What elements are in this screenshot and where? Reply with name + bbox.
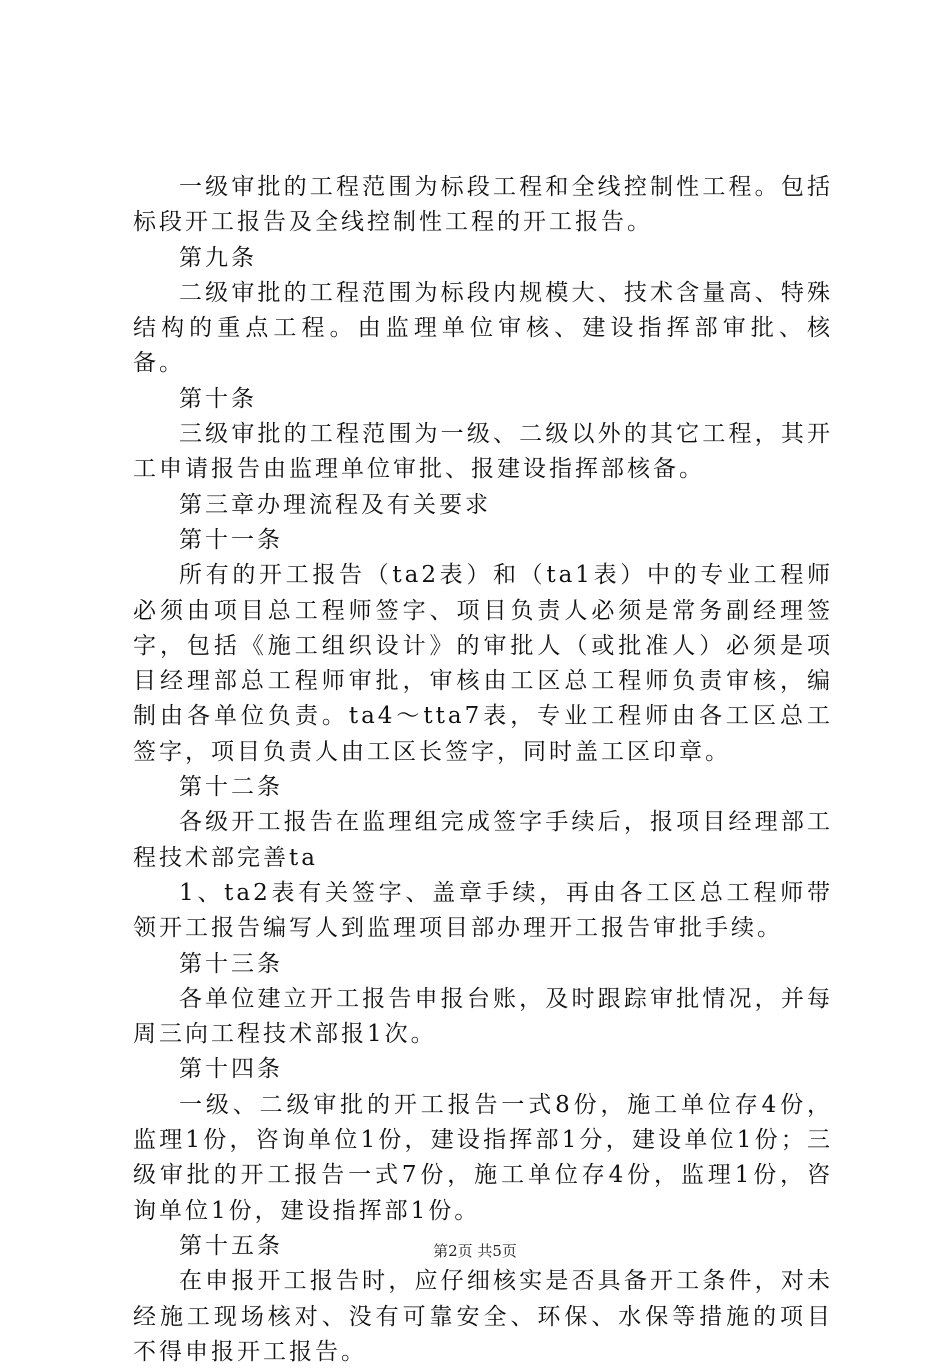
article-heading-9: 第九条 bbox=[179, 244, 257, 271]
paragraph-scope-level-1: 一级审批的工程范围为标段工程和全线控制性工程。包括标段开工报告及全线控制性工程的开工报告。 bbox=[133, 174, 833, 236]
paragraph-scope-level-2: 二级审批的工程范围为标段内规模大、技术含量高、特殊结构的重点工程。由监理单位审核、建设指挥部审批、核备。 bbox=[133, 279, 833, 377]
paragraph-copies: 一级、二级审批的开工报告一式8份，施工单位存4份，监理1份，咨询单位1份，建设指挥部1分，建设单位1份；三级审批的开工报告一式7份，施工单位存4份，监理1份，咨询单位1份，建设指挥部1份。 bbox=[133, 1091, 833, 1224]
page-number-footer: 第2页 共5页 bbox=[433, 1242, 517, 1260]
paragraph-signatures: 所有的开工报告（ta2表）和（ta1表）中的专业工程师必须由项目总工程师签字、项目负责人必须是常务副经理签字，包括《施工组织设计》的审批人（或批准人）必须是项目经理部总工程师审批，审核由工区总工程师负责审核，编制由各单位负责。ta4～tta7表，专业工程师由各工区总工签字，项目负责人由工区长签字，同时盖工区印章。 bbox=[133, 562, 833, 765]
article-heading-12: 第十二条 bbox=[179, 774, 283, 801]
paragraph-ledger: 各单位建立开工报告申报台账，及时跟踪审批情况，并每周三向工程技术部报1次。 bbox=[133, 985, 833, 1048]
article-heading-10: 第十条 bbox=[179, 385, 257, 412]
paragraph-scope-level-3: 三级审批的工程范围为一级、二级以外的其它工程，其开工申请报告由监理单位审批、报建设指挥部核备。 bbox=[133, 421, 833, 483]
chapter-heading-3: 第三章办理流程及有关要求 bbox=[179, 491, 491, 518]
article-heading-15: 第十五条 bbox=[179, 1232, 283, 1259]
paragraph-approval-procedure: 各级开工报告在监理组完成签字手续后，报项目经理部工程技术部完善ta bbox=[133, 809, 833, 871]
document-body bbox=[133, 170, 833, 1370]
paragraph-conditions: 在申报开工报告时，应仔细核实是否具备开工条件，对未经施工现场核对、没有可靠安全、环保、水保等措施的项目不得申报开工报告。 bbox=[133, 1268, 833, 1365]
article-heading-14: 第十四条 bbox=[179, 1056, 283, 1083]
article-heading-13: 第十三条 bbox=[179, 950, 283, 977]
paragraph-approval-procedure-cont: 1、ta2表有关签字、盖章手续，再由各工区总工程师带领开工报告编写人到监理项目部办理开工报告审批手续。 bbox=[133, 879, 833, 942]
article-heading-11: 第十一条 bbox=[179, 526, 283, 553]
